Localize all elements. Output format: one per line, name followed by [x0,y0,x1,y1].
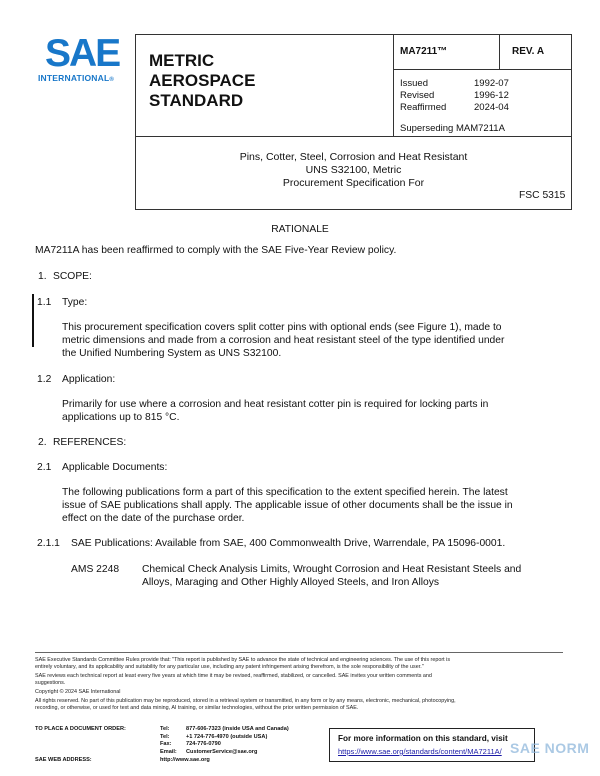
document-number: MA7211™ [400,46,448,57]
order-label: TO PLACE A DOCUMENT ORDER: [35,726,126,732]
fsc-code: FSC 5315 [519,190,566,201]
contact-labels: Tel: Tel: Fax: Email: [160,726,177,755]
superseding-note: Superseding MAM7211A [400,123,505,134]
date-labels: Issued Revised Reaffirmed [400,78,447,113]
more-info-box [329,728,535,762]
section-2-1-1-number: 2.1.1 [37,538,60,549]
section-2-1-text: The following publications form a part of this specification to the extent specified herein. The latest issue of SAE publications shall apply. The applicable issue of other documents shall be the issue in effect on the date of the purchase order. [62,487,513,524]
sae-logo: SAE [45,32,120,75]
section-1-1-text: This procurement specification covers split cotter pins with optional ends (see Figure 1), made to metric dimensions and made from a corrosion and heat resistant steel of the type identified under the Unified Numbering System as UNS S32100. [62,322,505,359]
document-type-title: METRIC AEROSPACE STANDARD [149,51,256,110]
ams-code: AMS 2248 [71,564,120,575]
document-subject: Pins, Cotter, Steel, Corrosion and Heat Resistant UNS S32100, Metric Procurement Specification For [239,151,468,189]
sae-logo-tagline: INTERNATIONAL® [38,73,115,83]
rationale-text: MA7211A has been reaffirmed to comply with the SAE Five-Year Review policy. [35,245,397,256]
section-1-2-number: 1.2 [37,374,52,385]
change-bar [32,294,34,347]
section-2-1-title: Applicable Documents: [62,462,168,473]
ams-description: Chemical Check Analysis Limits, Wrought Corrosion and Heat Resistant Steels and Alloys, Maraging and Other Highly Alloyed Steels, and Iron Alloys [142,564,522,588]
section-1-2-title: Application: [62,374,116,385]
footer-policy: SAE Executive Standards Committee Rules provide that: "This report is published by SAE to advance the state of technical and engineering sciences. The use of this report is entirely voluntary, and its applicability and suitability for any particular use, including any patent infringement arising therefrom, is the sole responsibility of the user." SAE reviews each technical report at least every five years at which time it may be revised, reaffirmed, stabilized, or cancelled. SAE invites your written comments and suggestions. Copyright © 2024 SAE International All rights reserved. No part of this publication may be reproduced, stored in a retrieval system or transmitted, in any form or by any means, electronic, mechanical, photocopying, recording, or otherwise, or used for text and data mining, AI training, or similar technologies, without the prior written permission of SAE. [35,657,456,711]
section-1-number: 1. [38,271,47,282]
more-info-title: For more information on this standard, visit [338,734,508,743]
more-info-link[interactable]: https://www.sae.org/standards/content/MA7211A/ [338,747,502,756]
rationale-heading: RATIONALE [271,224,329,235]
section-1-1-number: 1.1 [37,297,52,308]
date-values: 1992-07 1996-12 2024-04 [474,78,509,113]
revision-label: REV. A [512,46,545,57]
footer-divider [35,652,563,653]
web-address[interactable]: http://www.sae.org [160,757,210,763]
section-2-1-1-text: SAE Publications: Available from SAE, 400 Commonwealth Drive, Warrendale, PA 15096-0001. [71,538,506,549]
sae-norm-watermark: SAE NORM [510,740,590,756]
section-2-title: REFERENCES: [53,437,127,448]
web-label: SAE WEB ADDRESS: [35,757,92,763]
section-2-number: 2. [38,437,47,448]
section-1-title: SCOPE: [53,271,92,282]
section-1-1-title: Type: [62,297,88,308]
section-1-2-text: Primarily for use where a corrosion and heat resistant cotter pin is required for locking parts in applications up to 815 °C. [62,399,489,423]
section-2-1-number: 2.1 [37,462,52,473]
contact-values: 877-606-7323 (inside USA and Canada) +1 724-776-4970 (outside USA) 724-776-0790 CustomerService@sae.org [186,726,289,755]
